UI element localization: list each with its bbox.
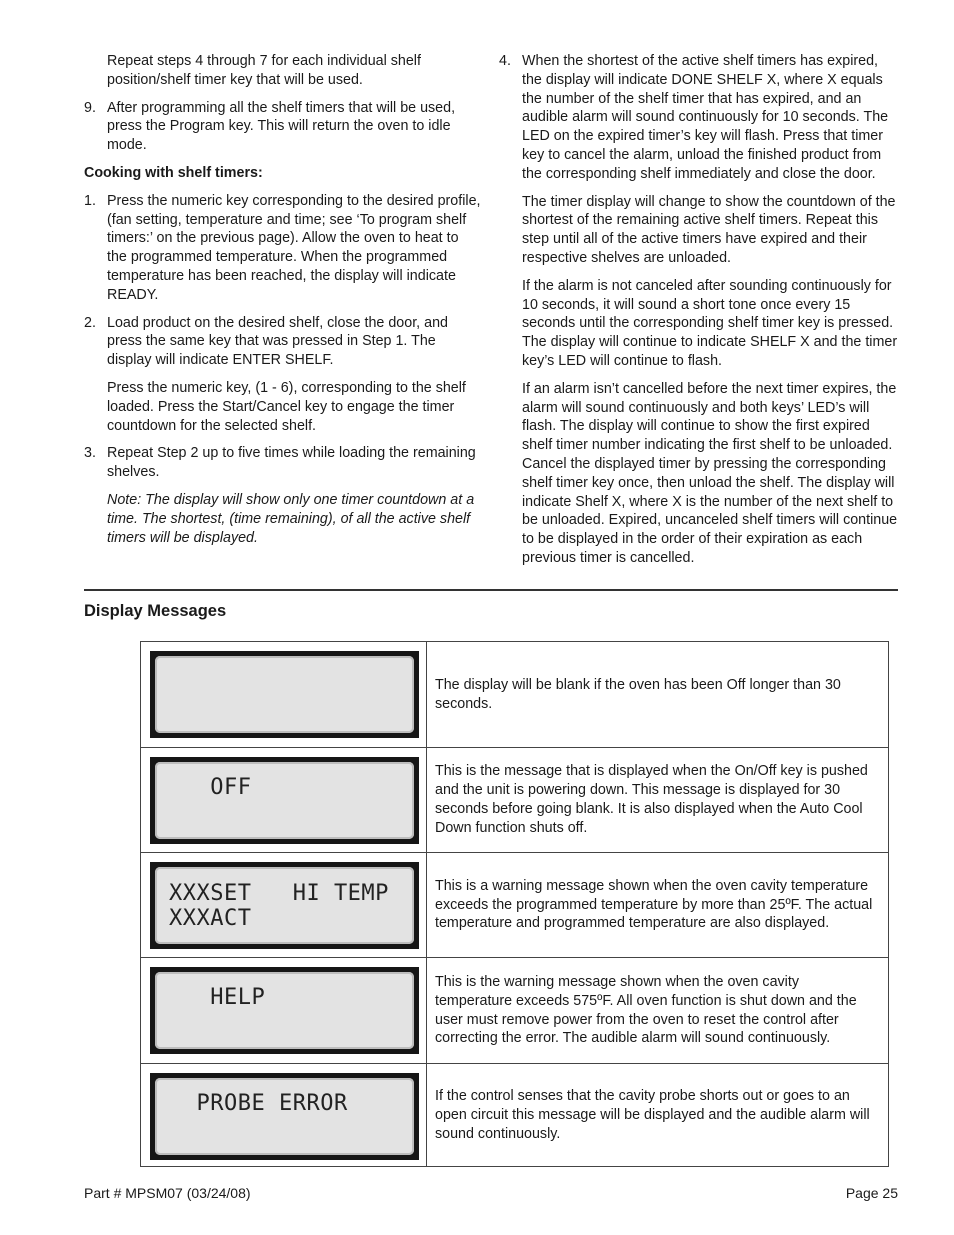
lcd-display [150,651,419,738]
message-description [435,748,880,852]
message-description [435,853,880,957]
step-2-number: 2. [84,314,96,331]
display-messages-table [140,641,889,1167]
step-9 [84,99,482,155]
section-title: Display Messages [84,602,227,620]
step-3-number: 3. [84,445,96,462]
lcd-cell [141,748,427,852]
message-row-probe-error [141,1063,888,1167]
footer-part-number: Part # MPSM07 (03/24/08) [84,1185,251,1201]
lcd-cell [141,1064,427,1167]
message-row-off [141,747,888,852]
lcd-cell [141,853,427,957]
left-column [84,52,482,556]
lcd-display [150,862,419,949]
step-3-text: Repeat Step 2 up to five times while loading the remaining shelves. [107,445,476,481]
message-description-text: This is a warning message shown when the oven cavity temperature exceeds the programmed temperature by more than 25ºF. The actual temperature and programmed temperature are also displayed. [435,877,873,932]
lcd-display [150,967,419,1054]
countdown-paragraph: The timer display will change to show the countdown of the shortest of the remaining active shelf timers. Repeat this step until all of the active timers have expired and their respective shelves are unloaded. [522,193,896,266]
step-1-number: 1. [84,192,96,209]
message-row-blank [141,642,888,747]
repeat-steps-text: Repeat steps 4 through 7 for each individual shelf position/shelf timer key that will be used. [107,53,421,88]
lcd-line-1: PROBE ERROR [169,1091,348,1116]
step-4-text: When the shortest of the active shelf timers has expired, the display will indicate DONE SHELF X, where X equals the number of the shelf timer that has expired, and an audible alarm will sound continuously for 10 seconds. The LED on the expired timer’s key will flash. Press that timer key to cancel the alarm, unload the finished product from the corresponding shelf immediately and close the door. [522,53,889,182]
right-column [499,52,899,577]
lcd-screen [155,762,414,839]
message-description-text: If the control senses that the cavity probe shorts out or goes to an open circuit this message will be displayed and the audible alarm will sound continuously. [435,1088,870,1142]
message-row-hi-temp [141,852,888,957]
lcd-screen [155,656,414,733]
alarm-paragraph: If the alarm is not canceled after sounding continuously for 10 seconds, it will sound a short tone once every 15 seconds until the corresponding shelf timer key is pressed. The display will continue to indicate SHELF X and the timer key’s LED will continue to flash. [522,277,898,369]
message-description-text: This is the message that is displayed when the On/Off key is pushed and the unit is powering down. This message is displayed for 30 seconds before going blank. It is also displayed when the Auto Cool Down function shuts off. [435,763,868,836]
cooking-heading: Cooking with shelf timers: [84,164,263,181]
lcd-display [150,757,419,844]
lcd-screen [155,972,414,1049]
step-3 [84,444,482,547]
message-row-help [141,957,888,1063]
step-2-text: Load product on the desired shelf, close the door, and press the same key that was pressed in Step 1. The display will indicate ENTER SHELF. [107,314,448,369]
lcd-cell [141,958,427,1063]
message-description [435,642,880,747]
message-description-text: The display will be blank if the oven has been Off longer than 30 seconds. [435,676,841,712]
step-9-number: 9. [84,99,96,116]
step-2 [84,314,482,436]
step-1-text: Press the numeric key corresponding to the desired profile, (fan setting, temperature and time; see ‘To program shelf timers:’ on the previous page). Allow the oven to heat to the programmed temperature. When the programmed temperature has been reached, the display will indicate READY. [107,192,481,303]
lcd-cell [141,642,427,747]
lcd-line-1: HELP [169,985,266,1010]
step-4 [499,52,899,184]
lcd-screen [155,867,414,944]
lcd-screen [155,1078,414,1155]
step-3-note: Note: The display will show only one timer countdown at a time. The shortest, (time remaining), of all the active shelf timers will be displayed. [107,491,475,546]
lcd-line-1: OFF [169,775,252,800]
step-2-text-continued: Press the numeric key, (1 - 6), corresponding to the shelf loaded. Press the Start/Cancel key to engage the timer countdown for the selected shelf. [107,379,466,434]
message-description-text: This is the warning message shown when the oven cavity temperature exceeds 575ºF. All oven function is shut down and the user must remove power from the oven to reset the control after correcting the error. The audible alarm will sound continuously. [435,973,857,1047]
lcd-display [150,1073,419,1160]
message-description [435,958,880,1063]
message-description [435,1064,880,1167]
step-4-number: 4. [499,53,511,69]
lcd-line-2: XXXACT [169,906,252,931]
footer-page-number: Page 25 [845,1185,898,1201]
section-divider [84,589,898,591]
step-9-text: After programming all the shelf timers that will be used, press the Program key. This will return the oven to idle mode. [107,99,456,154]
step-1 [84,192,482,305]
lcd-line-1: XXXSET HI TEMP [169,881,389,906]
cancel-paragraph: If an alarm isn’t cancelled before the next timer expires, the alarm will sound continuously and both keys’ LED’s will flash. The display will continue to show the first expired shelf timer number indicating the first shelf to be unloaded. Cancel the displayed timer by pressing the corresponding shelf timer key once, then unload the shelf. The display will indicate Shelf X, where X is the number of the next shelf to be unloaded. Expired, uncanceled shelf timers will continue to be displayed in the order of their expiration as each previous timer is cancelled. [522,380,898,566]
